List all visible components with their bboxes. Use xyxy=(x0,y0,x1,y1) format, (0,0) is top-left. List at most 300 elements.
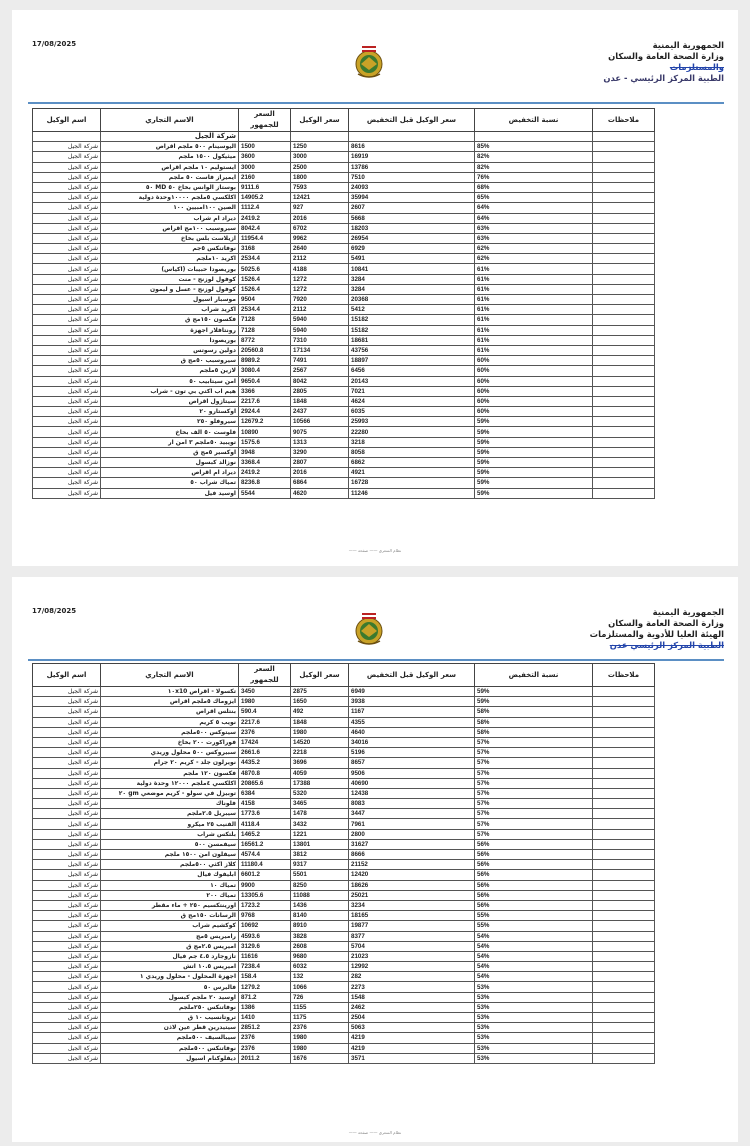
price-before-cell: 2273 xyxy=(349,982,475,992)
trade-name-cell: نويب ٥ كريم xyxy=(101,717,239,727)
price-before-cell: 6929 xyxy=(349,244,475,254)
public-price-cell: 20560.8 xyxy=(239,345,291,355)
price-before-cell: 18203 xyxy=(349,223,475,233)
notes-cell xyxy=(593,870,655,880)
notes-cell xyxy=(593,819,655,829)
table-row xyxy=(33,1002,655,1012)
agent-price-cell: 8910 xyxy=(291,921,349,931)
price-before-cell: 9506 xyxy=(349,768,475,778)
trade-name-cell: موسبار اسيول xyxy=(101,295,239,305)
agent-price-cell: 6032 xyxy=(291,962,349,972)
table-row xyxy=(33,274,655,284)
discount-cell: 53% xyxy=(475,1043,593,1053)
agent-price-cell: 6702 xyxy=(291,223,349,233)
agent-name-cell: شركة الجيل xyxy=(33,356,101,366)
trade-name-cell: تروتانسيب ١٠ ق xyxy=(101,1013,239,1023)
discount-cell: 54% xyxy=(475,941,593,951)
notes-cell xyxy=(593,427,655,437)
price-before-cell: 3938 xyxy=(349,697,475,707)
discount-cell: 57% xyxy=(475,737,593,747)
notes-cell xyxy=(593,295,655,305)
price-before-cell: 5412 xyxy=(349,305,475,315)
agent-name-cell: شركة الجيل xyxy=(33,386,101,396)
public-price-cell: 12679.2 xyxy=(239,417,291,427)
price-before-cell: 6949 xyxy=(349,687,475,697)
table-row xyxy=(33,931,655,941)
notes-cell xyxy=(593,407,655,417)
trade-name-cell: فلوست ٥٠ الف بخاخ xyxy=(101,427,239,437)
public-price-cell: 4870.8 xyxy=(239,768,291,778)
trade-name-cell: سبيروكس ٥٠٠ محلول وريدي xyxy=(101,748,239,758)
table-row xyxy=(33,880,655,890)
price-before-cell: 35994 xyxy=(349,193,475,203)
price-before-cell: 7021 xyxy=(349,386,475,396)
trade-name-cell: نوزالد كبسول xyxy=(101,458,239,468)
notes-cell xyxy=(593,737,655,747)
notes-cell xyxy=(593,707,655,717)
agent-price-cell: 17388 xyxy=(291,778,349,788)
table-row xyxy=(33,142,655,152)
agent-name-cell: شركة الجيل xyxy=(33,809,101,819)
price-before-cell: 7510 xyxy=(349,172,475,182)
discount-cell: 60% xyxy=(475,366,593,376)
agent-name-cell: شركة الجيل xyxy=(33,890,101,900)
branch-name: الطبية المركز الرئيسي عدن xyxy=(609,640,724,650)
agent-name-cell: شركة الجيل xyxy=(33,417,101,427)
price-before-cell: 1548 xyxy=(349,992,475,1002)
agent-name-cell: شركة الجيل xyxy=(33,458,101,468)
header-divider xyxy=(28,102,724,104)
col-agent-price: سعر الوكيل xyxy=(291,109,349,132)
table-row xyxy=(33,376,655,386)
price-before-cell: 2462 xyxy=(349,1002,475,1012)
trade-name-cell: لازين ٥ملجم xyxy=(101,366,239,376)
agent-name-cell: شركة الجيل xyxy=(33,758,101,768)
public-price-cell: 17424 xyxy=(239,737,291,747)
agent-name-cell: شركة الجيل xyxy=(33,396,101,406)
price-before-cell: 3284 xyxy=(349,274,475,284)
discount-cell: 59% xyxy=(475,447,593,457)
notes-cell xyxy=(593,213,655,223)
price-before-cell: 3571 xyxy=(349,1053,475,1063)
notes-cell xyxy=(593,437,655,447)
trade-name-cell: كوكشيم شراب xyxy=(101,921,239,931)
agent-name-cell: شركة الجيل xyxy=(33,707,101,717)
agent-name-cell: شركة الجيل xyxy=(33,284,101,294)
agent-price-cell: 726 xyxy=(291,992,349,1002)
notes-cell xyxy=(593,233,655,243)
agent-price-cell: 492 xyxy=(291,707,349,717)
agent-price-cell: 3465 xyxy=(291,799,349,809)
ministry-header xyxy=(590,607,724,651)
public-price-cell: 1279.2 xyxy=(239,982,291,992)
trade-name-cell: اوكستارو ٢٠ xyxy=(101,407,239,417)
trade-name-cell: نوفاتنكس ٢٥٠ملجم xyxy=(101,1002,239,1012)
agent-price-cell: 3696 xyxy=(291,758,349,768)
table-row xyxy=(33,478,655,488)
agent-name-cell: شركة الجيل xyxy=(33,142,101,152)
public-price-cell: 3600 xyxy=(239,152,291,162)
trade-name-cell: الصين ١٠٠امبيين ١٠٠ xyxy=(101,203,239,213)
discount-cell: 56% xyxy=(475,890,593,900)
price-before-cell: 6862 xyxy=(349,458,475,468)
public-price-cell: 1723.2 xyxy=(239,900,291,910)
agent-name-cell: شركة الجيل xyxy=(33,941,101,951)
discount-cell: 53% xyxy=(475,1013,593,1023)
notes-cell xyxy=(593,244,655,254)
notes-cell xyxy=(593,356,655,366)
table-row xyxy=(33,193,655,203)
col-price-before: سعر الوكيل قبل التخفيض xyxy=(349,664,475,687)
agent-price-cell: 1272 xyxy=(291,284,349,294)
public-price-cell: 4593.6 xyxy=(239,931,291,941)
agent-price-cell: 1436 xyxy=(291,900,349,910)
agent-name-cell: شركة الجيل xyxy=(33,829,101,839)
table-row xyxy=(33,860,655,870)
table-row xyxy=(33,1023,655,1033)
discount-cell: 59% xyxy=(475,687,593,697)
agent-price-cell: 1650 xyxy=(291,697,349,707)
table-row xyxy=(33,900,655,910)
price-table-2 xyxy=(32,663,655,1064)
price-before-cell: 24093 xyxy=(349,182,475,192)
discount-cell: 85% xyxy=(475,142,593,152)
public-price-cell: 14905.2 xyxy=(239,193,291,203)
discount-cell: 82% xyxy=(475,152,593,162)
agent-name-cell: شركة الجيل xyxy=(33,1013,101,1023)
public-price-cell: 871.2 xyxy=(239,992,291,1002)
public-price-cell: 2011.2 xyxy=(239,1053,291,1063)
notes-cell xyxy=(593,254,655,264)
discount-cell: 60% xyxy=(475,396,593,406)
trade-name-cell: اجهزة المحلول - محلول وريدي ١ xyxy=(101,972,239,982)
agent-price-cell: 2016 xyxy=(291,468,349,478)
price-before-cell: 2607 xyxy=(349,203,475,213)
trade-name-cell: سيفمسن ٥٠٠ xyxy=(101,839,239,849)
agent-name-cell: شركة الجيل xyxy=(33,839,101,849)
discount-cell: 55% xyxy=(475,911,593,921)
discount-cell: 53% xyxy=(475,1033,593,1043)
agent-price-cell: 11088 xyxy=(291,890,349,900)
trade-name-cell: هيم اب اكتي بي تون - شراب xyxy=(101,386,239,396)
price-before-cell: 34016 xyxy=(349,737,475,747)
discount-cell: 61% xyxy=(475,305,593,315)
trade-name-cell: نوفاتنكس ٥٠٠ملجم xyxy=(101,1043,239,1053)
agent-name-cell: شركة الجيل xyxy=(33,1053,101,1063)
notes-cell xyxy=(593,203,655,213)
public-price-cell: 2851.2 xyxy=(239,1023,291,1033)
agent-price-cell: 1066 xyxy=(291,982,349,992)
trade-name-cell: سيروسبب ١٠٠مج اقراص xyxy=(101,223,239,233)
price-before-cell: 21152 xyxy=(349,860,475,870)
agent-price-cell: 1175 xyxy=(291,1013,349,1023)
table-row xyxy=(33,890,655,900)
notes-cell xyxy=(593,962,655,972)
republic-name: الجمهورية اليمنية xyxy=(652,40,724,50)
public-price-cell: 16561.2 xyxy=(239,839,291,849)
agent-price-cell: 1313 xyxy=(291,437,349,447)
discount-cell: 64% xyxy=(475,203,593,213)
agent-name-cell: شركة الجيل xyxy=(33,315,101,325)
trade-name-cell: كلاز اكثي ٥٠٠ملجم xyxy=(101,860,239,870)
ministry-name: وزارة الصحة العامة والسكان xyxy=(608,51,724,61)
trade-name-cell: بنتلس اقراص xyxy=(101,707,239,717)
public-price-cell: 2376 xyxy=(239,1033,291,1043)
table-row xyxy=(33,799,655,809)
discount-cell: 59% xyxy=(475,468,593,478)
price-before-cell: 22280 xyxy=(349,427,475,437)
table-row xyxy=(33,1033,655,1043)
agent-price-cell: 1221 xyxy=(291,829,349,839)
agent-name-cell: شركة الجيل xyxy=(33,203,101,213)
notes-cell xyxy=(593,1013,655,1023)
agent-price-cell: 1676 xyxy=(291,1053,349,1063)
agent-name-cell: شركة الجيل xyxy=(33,254,101,264)
agent-name-cell: شركة الجيل xyxy=(33,376,101,386)
public-price-cell: 3368.4 xyxy=(239,458,291,468)
trade-name-cell: سيتازول اقراص xyxy=(101,396,239,406)
public-price-cell: 3129.6 xyxy=(239,941,291,951)
col-public-price: السعر للجمهور xyxy=(239,109,291,132)
notes-cell xyxy=(593,386,655,396)
agent-name-cell: شركة الجيل xyxy=(33,1033,101,1043)
public-price-cell: 9768 xyxy=(239,911,291,921)
agent-name-cell: شركة الجيل xyxy=(33,213,101,223)
col-public-price: السعر للجمهور xyxy=(239,664,291,687)
agent-price-cell: 5940 xyxy=(291,315,349,325)
empty-cell xyxy=(291,132,349,142)
authority-name: الهيئة العليا للأدوية والمستلزمات xyxy=(589,629,724,639)
trade-name-cell: تمياك شراب ٥٠ xyxy=(101,478,239,488)
agent-name-cell: شركة الجيل xyxy=(33,427,101,437)
trade-name-cell: اوكسير ٥مج ق xyxy=(101,447,239,457)
table-row xyxy=(33,437,655,447)
agent-price-cell: 8140 xyxy=(291,911,349,921)
public-price-cell: 590.4 xyxy=(239,707,291,717)
notes-cell xyxy=(593,890,655,900)
agent-name-cell: شركة الجيل xyxy=(33,778,101,788)
agent-price-cell: 5320 xyxy=(291,788,349,798)
notes-cell xyxy=(593,274,655,284)
empty-cell xyxy=(475,132,593,142)
table-row xyxy=(33,748,655,758)
price-before-cell: 15182 xyxy=(349,315,475,325)
agent-price-cell: 2805 xyxy=(291,386,349,396)
agent-price-cell: 1272 xyxy=(291,274,349,284)
discount-cell: 59% xyxy=(475,427,593,437)
agent-price-cell: 927 xyxy=(291,203,349,213)
table-row xyxy=(33,468,655,478)
public-price-cell: 4574.4 xyxy=(239,850,291,860)
discount-cell: 65% xyxy=(475,193,593,203)
trade-name-cell: تمياك ١٠ xyxy=(101,880,239,890)
trade-name-cell: ديراد ام اقراص xyxy=(101,468,239,478)
col-discount: نسبة التخفيض xyxy=(475,109,593,132)
public-price-cell: 5025.6 xyxy=(239,264,291,274)
discount-cell: 68% xyxy=(475,182,593,192)
agent-price-cell: 1155 xyxy=(291,1002,349,1012)
trade-name-cell: فوراكورت ٢٠٠ بخاخ xyxy=(101,737,239,747)
price-before-cell: 16919 xyxy=(349,152,475,162)
agent-name-cell: شركة الجيل xyxy=(33,697,101,707)
price-before-cell: 6035 xyxy=(349,407,475,417)
discount-cell: 57% xyxy=(475,809,593,819)
table-row xyxy=(33,788,655,798)
price-before-cell: 25021 xyxy=(349,890,475,900)
discount-cell: 58% xyxy=(475,717,593,727)
trade-name-cell: سيفلون امن ١٥٠٠ ملجم xyxy=(101,850,239,860)
price-before-cell: 4219 xyxy=(349,1043,475,1053)
discount-cell: 60% xyxy=(475,356,593,366)
yemen-emblem-icon xyxy=(352,611,386,647)
table-row xyxy=(33,213,655,223)
discount-cell: 56% xyxy=(475,870,593,880)
discount-cell: 61% xyxy=(475,295,593,305)
discount-cell: 59% xyxy=(475,437,593,447)
trade-name-cell: تكسولا - اقراص ١٠x10 xyxy=(101,687,239,697)
table-row xyxy=(33,850,655,860)
trade-name-cell: بوريصودا xyxy=(101,335,239,345)
agent-name-cell: شركة الجيل xyxy=(33,850,101,860)
price-before-cell: 7961 xyxy=(349,819,475,829)
table-row xyxy=(33,264,655,274)
price-before-cell: 8657 xyxy=(349,758,475,768)
table-header-row xyxy=(33,664,655,687)
agent-name-cell: شركة الجيل xyxy=(33,1023,101,1033)
table-row xyxy=(33,778,655,788)
agent-price-cell: 1478 xyxy=(291,809,349,819)
table-row xyxy=(33,295,655,305)
notes-cell xyxy=(593,768,655,778)
agent-price-cell: 17134 xyxy=(291,345,349,355)
notes-cell xyxy=(593,264,655,274)
document-page-2 xyxy=(12,577,738,1142)
public-price-cell: 3366 xyxy=(239,386,291,396)
table-row xyxy=(33,335,655,345)
agent-name-cell: شركة الجيل xyxy=(33,162,101,172)
trade-name-cell: تازوجارد ٤.٥ جم فيال xyxy=(101,951,239,961)
col-notes: ملاحظات xyxy=(593,109,655,132)
table-row xyxy=(33,768,655,778)
notes-cell xyxy=(593,850,655,860)
table-row xyxy=(33,982,655,992)
notes-cell xyxy=(593,284,655,294)
agent-name-cell: شركة الجيل xyxy=(33,911,101,921)
notes-cell xyxy=(593,1023,655,1033)
public-price-cell: 7128 xyxy=(239,325,291,335)
public-price-cell: 6601.2 xyxy=(239,870,291,880)
notes-cell xyxy=(593,951,655,961)
public-price-cell: 3450 xyxy=(239,687,291,697)
agent-price-cell: 14520 xyxy=(291,737,349,747)
discount-cell: 76% xyxy=(475,172,593,182)
price-before-cell: 12992 xyxy=(349,962,475,972)
discount-cell: 54% xyxy=(475,951,593,961)
notes-cell xyxy=(593,900,655,910)
table-row xyxy=(33,870,655,880)
price-table-1 xyxy=(32,108,655,499)
agent-name-cell: شركة الجيل xyxy=(33,437,101,447)
public-price-cell: 3168 xyxy=(239,244,291,254)
empty-cell xyxy=(593,132,655,142)
public-price-cell: 9111.6 xyxy=(239,182,291,192)
agent-name-cell: شركة الجيل xyxy=(33,717,101,727)
notes-cell xyxy=(593,839,655,849)
discount-cell: 53% xyxy=(475,992,593,1002)
trade-name-cell: كوفول لوزنج - عسل و ليمون xyxy=(101,284,239,294)
public-price-cell: 2376 xyxy=(239,727,291,737)
public-price-cell: 11180.4 xyxy=(239,860,291,870)
price-before-cell: 16728 xyxy=(349,478,475,488)
trade-name-cell: تمياك ٢٠٠ xyxy=(101,890,239,900)
empty-cell xyxy=(33,132,101,142)
table-row xyxy=(33,687,655,697)
price-before-cell: 2504 xyxy=(349,1013,475,1023)
table-row xyxy=(33,911,655,921)
agent-name-cell: شركة الجيل xyxy=(33,407,101,417)
trade-name-cell: اليوسينام ٥٠٠ ملجم اقراص xyxy=(101,142,239,152)
table-row xyxy=(33,386,655,396)
table-row xyxy=(33,921,655,931)
notes-cell xyxy=(593,396,655,406)
trade-name-cell: الفنيب ٢٥ ميكرو xyxy=(101,819,239,829)
discount-cell: 57% xyxy=(475,748,593,758)
agent-price-cell: 2807 xyxy=(291,458,349,468)
discount-cell: 59% xyxy=(475,478,593,488)
notes-cell xyxy=(593,809,655,819)
agent-name-cell: شركة الجيل xyxy=(33,244,101,254)
trade-name-cell: بلتكس شراب xyxy=(101,829,239,839)
table-row xyxy=(33,707,655,717)
trade-name-cell: سيروسبب ٥٠مج ق xyxy=(101,356,239,366)
public-price-cell: 9900 xyxy=(239,880,291,890)
price-before-cell: 8058 xyxy=(349,447,475,457)
price-before-cell: 26954 xyxy=(349,233,475,243)
discount-cell: 61% xyxy=(475,264,593,274)
public-price-cell: 3000 xyxy=(239,162,291,172)
price-before-cell: 5491 xyxy=(349,254,475,264)
price-before-cell: 18626 xyxy=(349,880,475,890)
notes-cell xyxy=(593,468,655,478)
trade-name-cell: اكريد ١٠ملجم xyxy=(101,254,239,264)
price-before-cell: 12438 xyxy=(349,788,475,798)
agent-name-cell: شركة الجيل xyxy=(33,1043,101,1053)
agent-price-cell: 7310 xyxy=(291,335,349,345)
empty-cell xyxy=(239,132,291,142)
trade-name-cell: ايستوليم ١٠ ملجم اقراص xyxy=(101,162,239,172)
agent-name-cell: شركة الجيل xyxy=(33,447,101,457)
agent-name-cell: شركة الجيل xyxy=(33,468,101,478)
table-row xyxy=(33,458,655,468)
agent-price-cell: 2640 xyxy=(291,244,349,254)
agent-name-cell: شركة الجيل xyxy=(33,748,101,758)
discount-cell: 61% xyxy=(475,284,593,294)
agent-name-cell: شركة الجيل xyxy=(33,687,101,697)
trade-name-cell: رونتافلار اجهزة xyxy=(101,325,239,335)
discount-cell: 61% xyxy=(475,325,593,335)
agent-name-cell: شركة الجيل xyxy=(33,880,101,890)
trade-name-cell: بوستاز الوانس بخاخ ٥٠ MD ٥٠ xyxy=(101,182,239,192)
public-price-cell: 13305.6 xyxy=(239,890,291,900)
trade-name-cell: اوسيد ٢٠ ملجم كبسول xyxy=(101,992,239,1002)
agent-name-cell: شركة الجيل xyxy=(33,870,101,880)
public-price-cell: 3948 xyxy=(239,447,291,457)
col-price-before: سعر الوكيل قبل التخفيض xyxy=(349,109,475,132)
table-row xyxy=(33,244,655,254)
table-row xyxy=(33,254,655,264)
public-price-cell: 1500 xyxy=(239,142,291,152)
trade-name-cell: ديراد ام شراب xyxy=(101,213,239,223)
